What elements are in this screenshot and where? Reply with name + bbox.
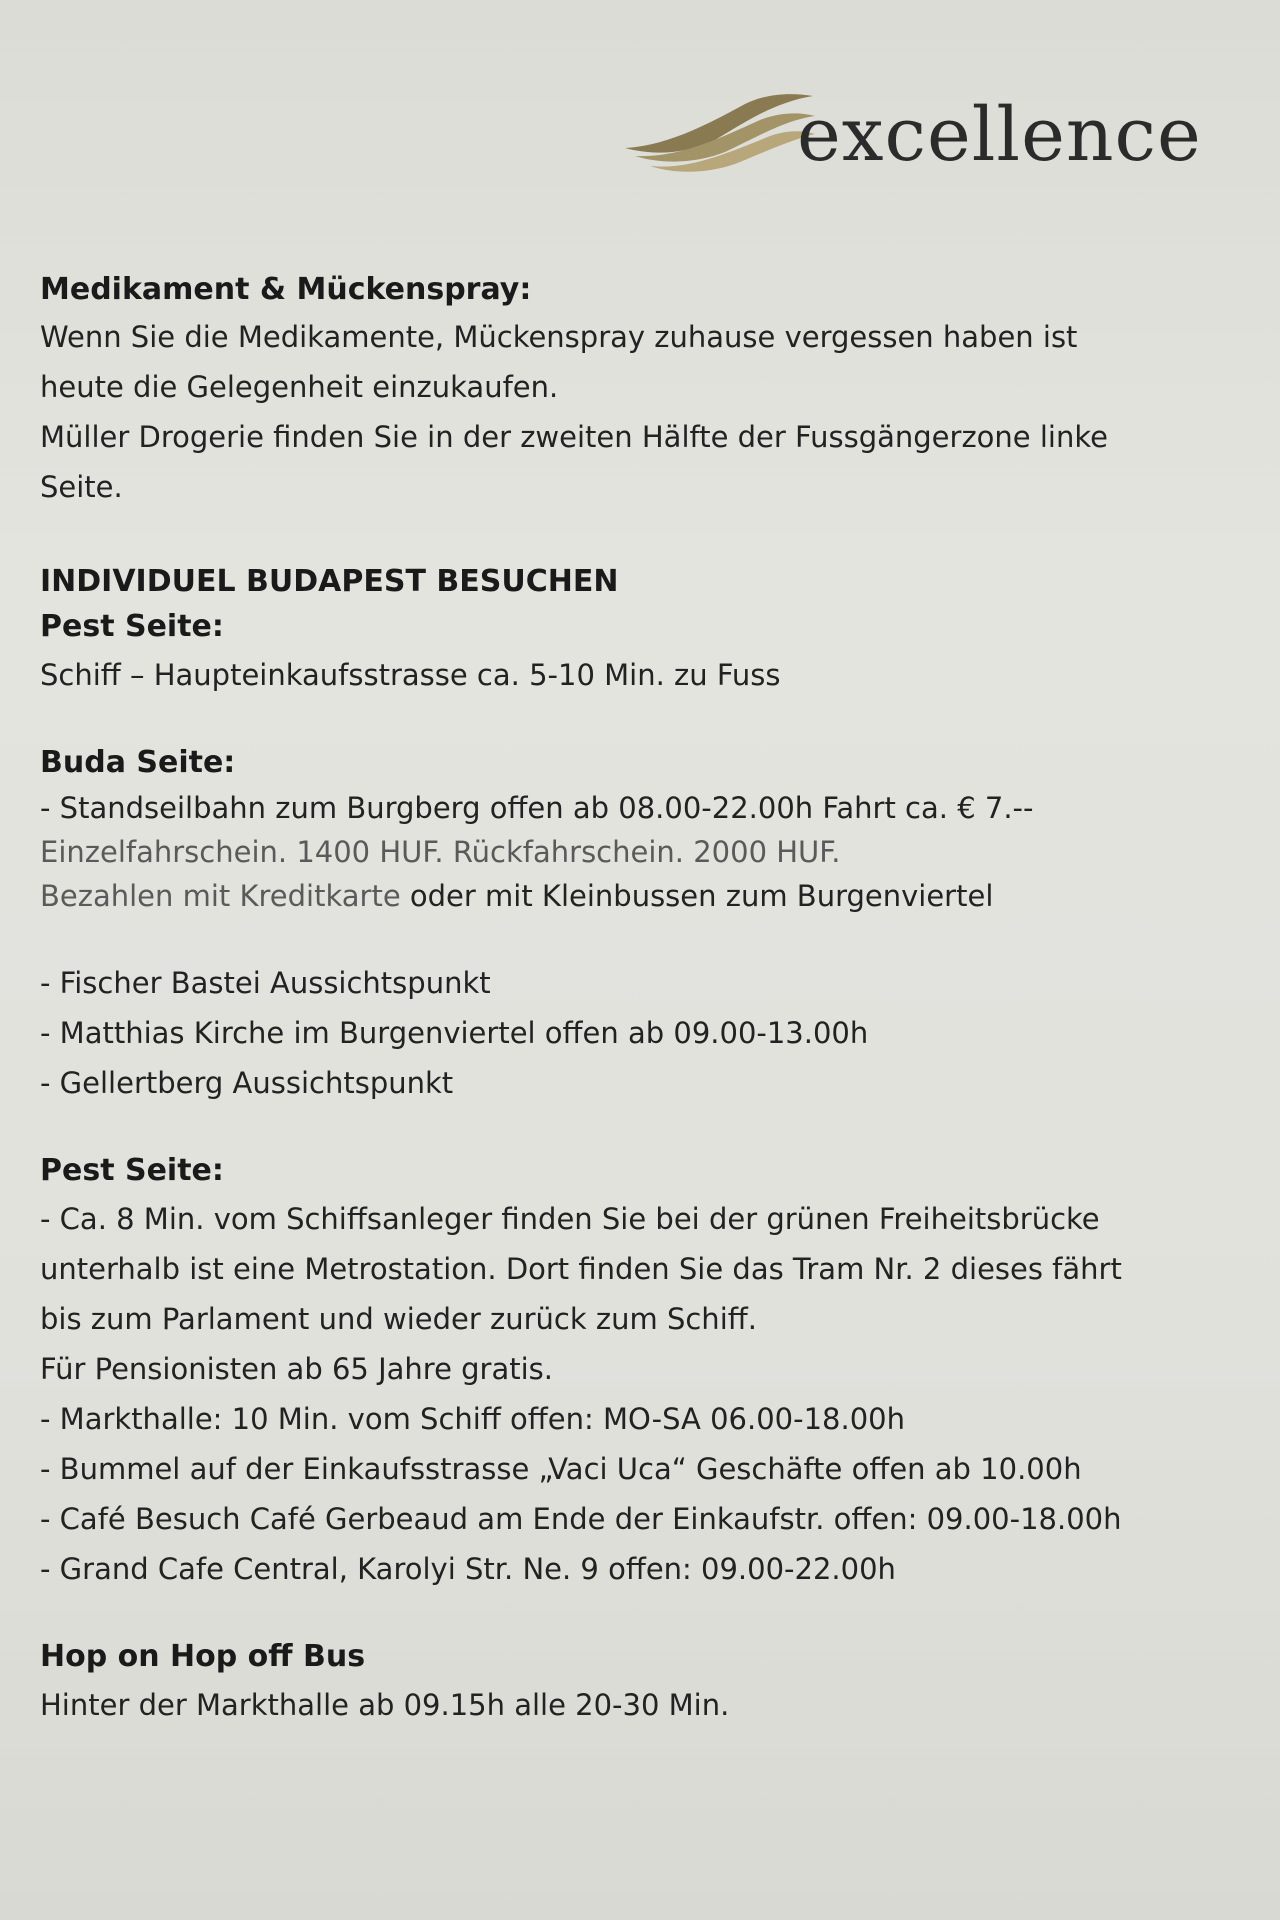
list-item: - Gellertberg Aussichtspunkt	[40, 1066, 454, 1100]
subsection-heading: Pest Seite:	[40, 609, 224, 644]
text-line: Müller Drogerie finden Sie in der zweiten Hälfte der Fussgängerzone linke	[40, 420, 1108, 454]
text-fragment: oder mit Kleinbussen zum Burgenviertel	[400, 879, 994, 913]
text-line: Seite.	[40, 470, 123, 504]
subsection-pest-1	[40, 604, 1200, 700]
subsection-pest-2	[40, 1148, 1200, 1594]
section-budapest	[40, 560, 1200, 1594]
text-line: bis zum Parlament und wieder zurück zum Schiff.	[40, 1302, 757, 1336]
text-line: heute die Gelegenheit einzukaufen.	[40, 370, 559, 404]
list-item: - Bummel auf der Einkaufsstrasse „Vaci Uca“ Geschäfte offen ab 10.00h	[40, 1452, 1082, 1486]
section-medikament	[40, 268, 1200, 512]
text-line: unterhalb ist eine Metrostation. Dort finden Sie das Tram Nr. 2 dieses fährt	[40, 1252, 1122, 1286]
subsection-buda	[40, 740, 1200, 1108]
text-line: Schiff – Haupteinkaufsstrasse ca. 5-10 Min. zu Fuss	[40, 658, 781, 692]
text-fragment: Bezahlen mit Kreditkarte	[40, 879, 401, 913]
text-line: Hinter der Markthalle ab 09.15h alle 20-30 Min.	[40, 1688, 730, 1722]
list-item: - Matthias Kirche im Burgenviertel offen ab 09.00-13.00h	[40, 1016, 869, 1050]
subsection-heading: Pest Seite:	[40, 1153, 224, 1188]
text-line: Wenn Sie die Medikamente, Mückenspray zuhause vergessen haben ist	[40, 320, 1078, 354]
text-line: - Ca. 8 Min. vom Schiffsanleger finden Sie bei der grünen Freiheitsbrücke	[40, 1202, 1100, 1236]
section-heading: INDIVIDUEL BUDAPEST BESUCHEN	[40, 564, 619, 599]
text-line	[40, 874, 1200, 918]
wave-icon	[625, 86, 815, 176]
brand-logo	[625, 86, 1205, 196]
section-heading: Hop on Hop off Bus	[40, 1639, 366, 1674]
list-item: - Grand Cafe Central, Karolyi Str. Ne. 9 offen: 09.00-22.00h	[40, 1552, 896, 1586]
brand-name: excellence	[797, 92, 1202, 178]
list-item: - Fischer Bastei Aussichtspunkt	[40, 966, 491, 1000]
subsection-heading: Buda Seite:	[40, 745, 236, 780]
text-line: Für Pensionisten ab 65 Jahre gratis.	[40, 1352, 553, 1386]
document-body	[40, 268, 1200, 1778]
section-hop-on-hop-off	[40, 1634, 1200, 1730]
text-line: Einzelfahrschein. 1400 HUF. Rückfahrschein. 2000 HUF.	[40, 835, 841, 869]
section-heading: Medikament & Mückenspray:	[40, 272, 532, 307]
list-item: - Café Besuch Café Gerbeaud am Ende der Einkaufstr. offen: 09.00-18.00h	[40, 1502, 1122, 1536]
list-item: - Markthalle: 10 Min. vom Schiff offen: MO-SA 06.00-18.00h	[40, 1402, 905, 1436]
text-line: - Standseilbahn zum Burgberg offen ab 08.00-22.00h Fahrt ca. € 7.--	[40, 791, 1034, 825]
